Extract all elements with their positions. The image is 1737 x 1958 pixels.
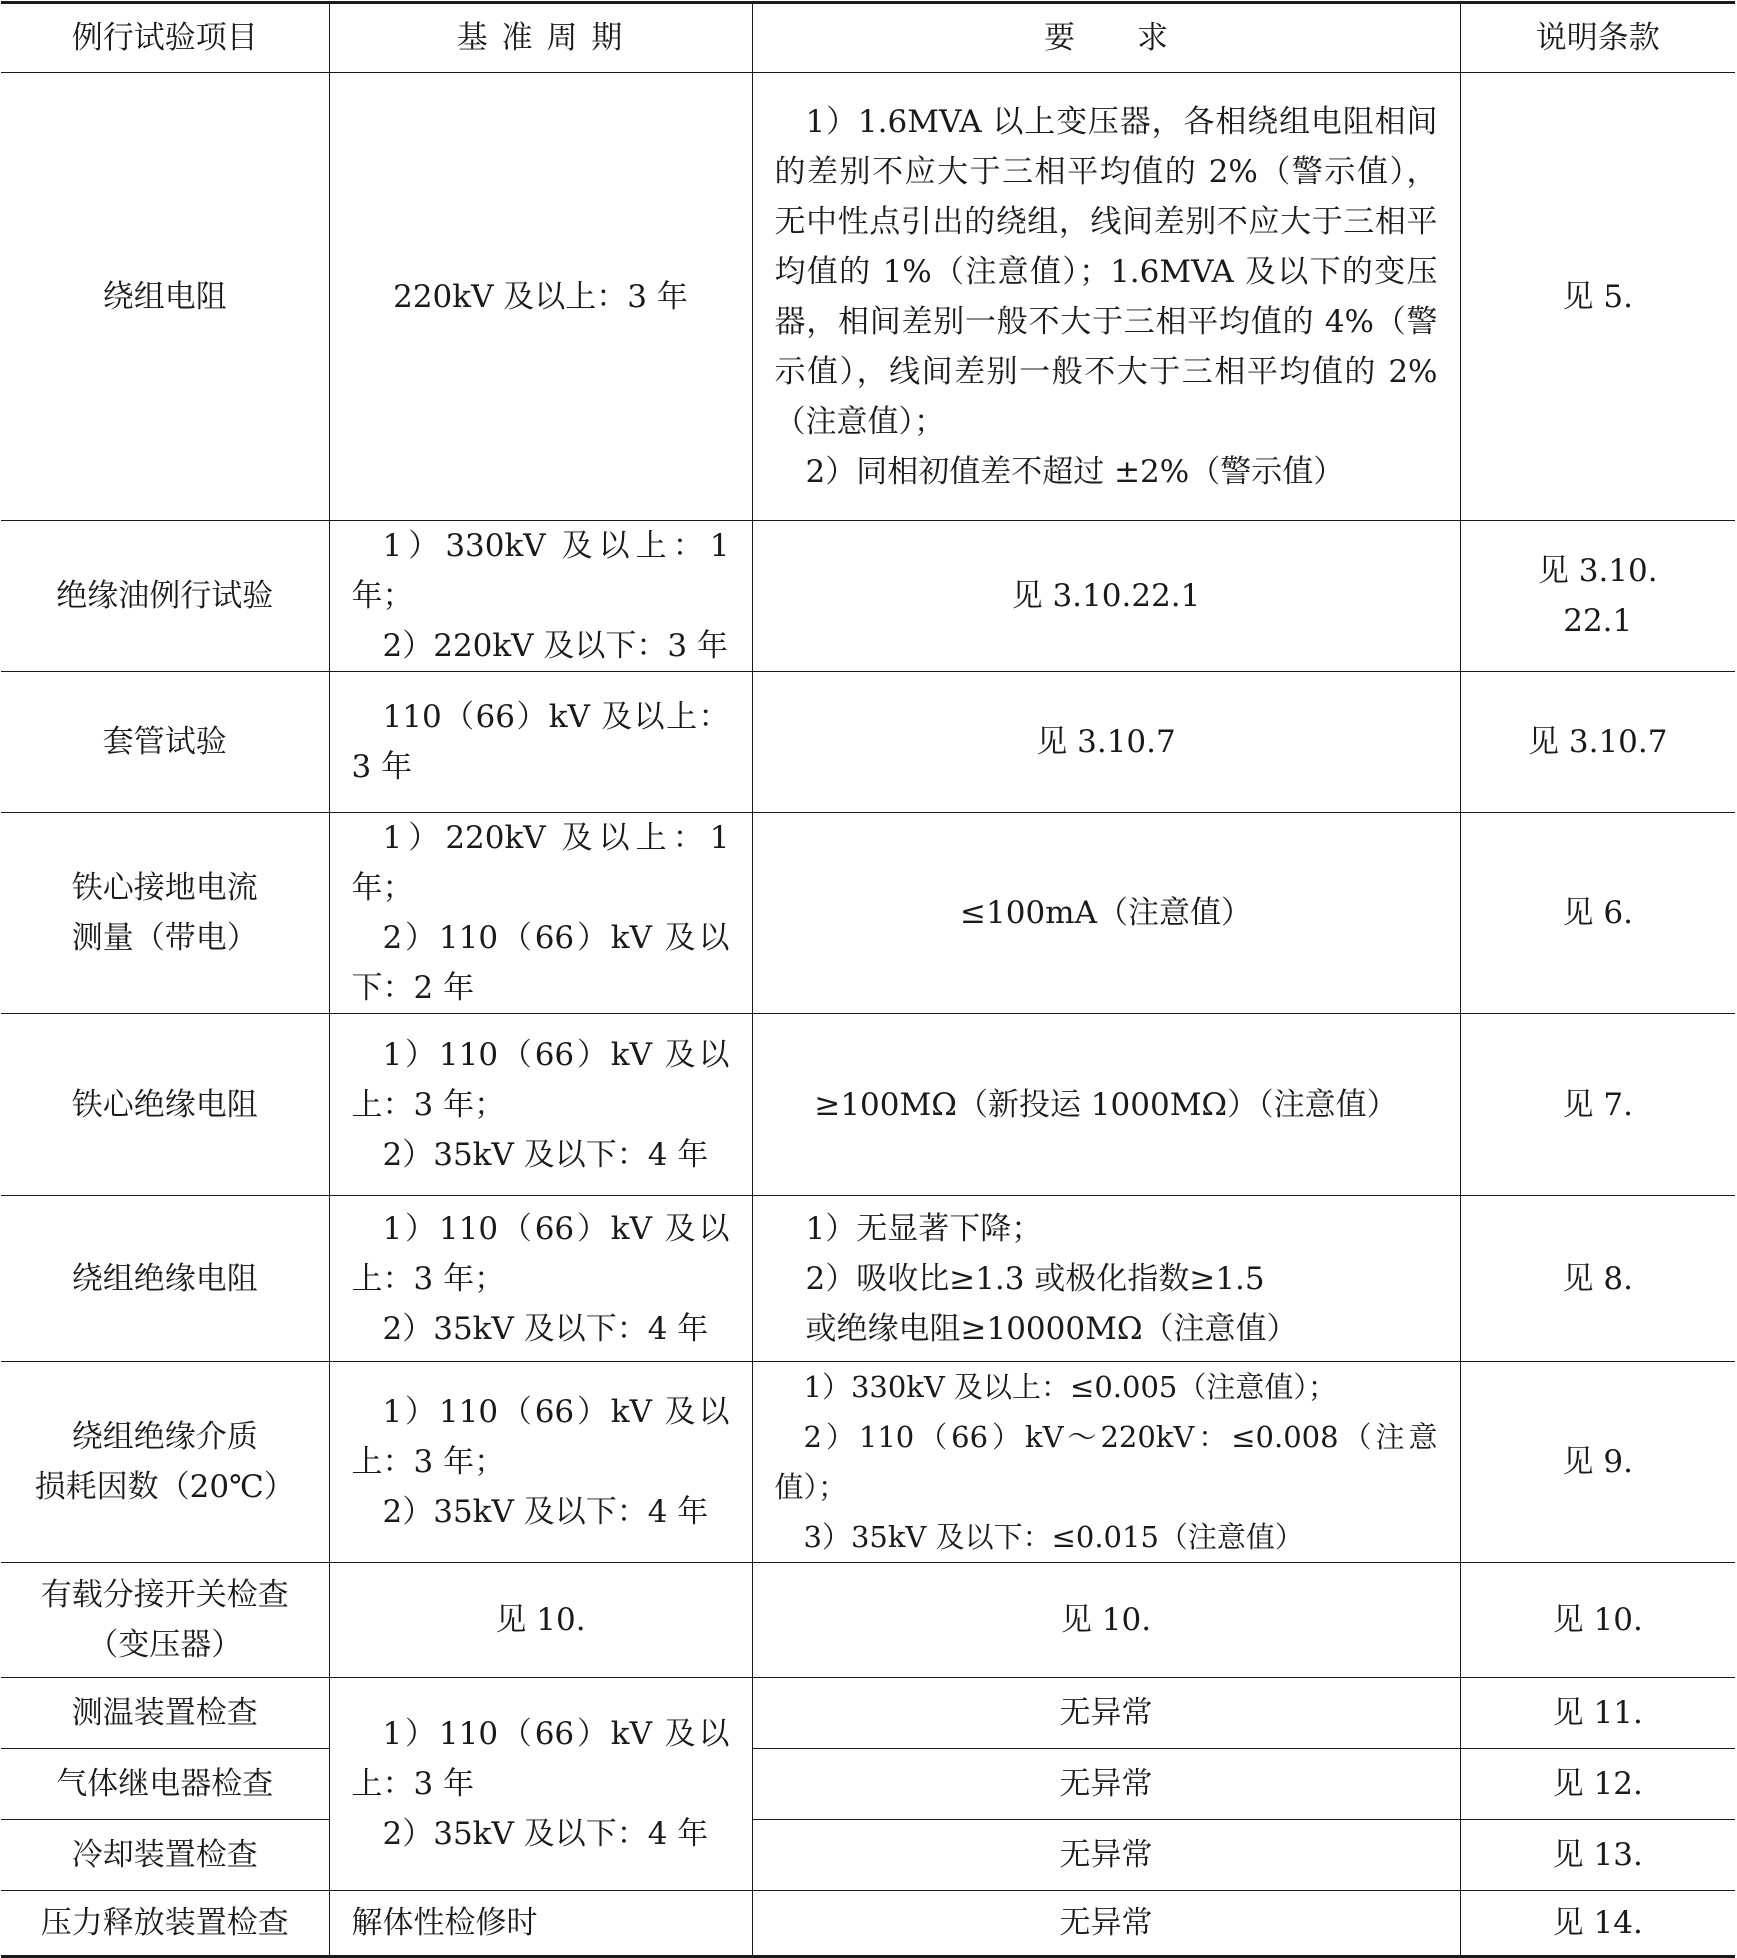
routine-test-table — [1, 1, 1735, 1958]
row-item: 绝缘油例行试验 — [1, 521, 329, 672]
clause-line: 见 11. — [1552, 1695, 1643, 1731]
row-period — [329, 1014, 752, 1196]
item-line: 测量（带电） — [71, 920, 258, 956]
row-item — [1, 1563, 329, 1678]
table-row — [1, 672, 1735, 813]
item-line: 绕组绝缘介质 — [71, 1419, 258, 1455]
row-clause — [1460, 1362, 1735, 1563]
period-line: 1）110（66）kV 及以上：3 年 — [351, 1716, 730, 1802]
row-clause — [1460, 521, 1735, 672]
row-requirement — [752, 73, 1460, 521]
row-period — [329, 813, 752, 1014]
row-clause — [1460, 1014, 1735, 1196]
period-line: 1）330kV 及以上：1 年； — [351, 528, 730, 614]
row-period — [329, 521, 752, 672]
clause-line: 见 3.10. — [1537, 553, 1658, 589]
row-period — [329, 672, 752, 813]
table-row — [1, 521, 1735, 672]
row-requirement — [752, 1563, 1460, 1678]
row-item: 冷却装置检查 — [1, 1820, 329, 1891]
row-item — [1, 1362, 329, 1563]
row-clause — [1460, 813, 1735, 1014]
table-row — [1, 1891, 1735, 1957]
requirement-line: 见 3.10.7 — [1036, 724, 1176, 760]
clause-line: 见 13. — [1552, 1837, 1643, 1873]
row-period — [329, 1891, 752, 1957]
row-clause — [1460, 73, 1735, 521]
header-item: 例行试验项目 — [1, 3, 329, 73]
table-row — [1, 1362, 1735, 1563]
requirement-line: 见 3.10.22.1 — [1011, 578, 1201, 614]
clause-line: 见 14. — [1552, 1905, 1643, 1941]
table-header-row — [1, 3, 1735, 73]
item-line: 铁心接地电流 — [71, 870, 258, 906]
period-line: 2）35kV 及以下：4 年 — [382, 1494, 709, 1530]
item-line: 有载分接开关检查 — [40, 1577, 289, 1613]
period-line: 1）110（66）kV 及以上：3 年； — [351, 1210, 730, 1297]
header-requirement: 要 求 — [752, 3, 1460, 73]
period-line: 解体性检修时 — [351, 1905, 538, 1941]
row-requirement — [752, 1678, 1460, 1749]
clause-line: 22.1 — [1563, 603, 1633, 639]
requirement-line: ≥100MΩ（新投运 1000MΩ）（注意值） — [814, 1086, 1398, 1123]
row-requirement — [752, 1014, 1460, 1196]
requirement-line: 3）35kV 及以下：≤0.015（注意值） — [803, 1520, 1304, 1554]
row-item: 套管试验 — [1, 672, 329, 813]
clause-line: 见 12. — [1552, 1766, 1643, 1802]
clause-line: 见 6. — [1562, 895, 1633, 931]
row-period — [329, 1196, 752, 1362]
table-row — [1, 1563, 1735, 1678]
requirement-line: 无异常 — [1059, 1905, 1153, 1941]
row-clause — [1460, 1563, 1735, 1678]
row-requirement — [752, 813, 1460, 1014]
requirement-line: 见 10. — [1060, 1602, 1152, 1638]
table-row — [1, 73, 1735, 521]
clause-line: 见 9. — [1562, 1444, 1633, 1480]
clause-line: 见 8. — [1562, 1260, 1633, 1297]
header-clause: 说明条款 — [1460, 3, 1735, 73]
period-line: 见 10. — [495, 1602, 586, 1638]
row-requirement — [752, 1749, 1460, 1820]
requirement-line: 1）330kV 及以上：≤0.005（注意值）； — [803, 1370, 1337, 1404]
row-clause — [1460, 1891, 1735, 1957]
clause-line: 见 10. — [1552, 1602, 1643, 1638]
clause-line: 见 5. — [1562, 278, 1633, 315]
row-period — [329, 1362, 752, 1563]
item-line: 损耗因数（20℃） — [34, 1469, 295, 1505]
row-item — [1, 813, 329, 1014]
table-row — [1, 1678, 1735, 1749]
period-line: 1）110（66）kV 及以上：3 年； — [351, 1036, 730, 1123]
requirement-line: ≤100mA（注意值） — [960, 895, 1252, 931]
row-requirement — [752, 672, 1460, 813]
clause-line: 见 7. — [1562, 1086, 1633, 1123]
period-line: 220kV 及以上：3 年 — [393, 278, 688, 315]
requirement-line: 或绝缘电阻≥10000MΩ（注意值） — [805, 1310, 1298, 1347]
row-clause — [1460, 1678, 1735, 1749]
row-item: 铁心绝缘电阻 — [1, 1014, 329, 1196]
period-line: 2）35kV 及以下：4 年 — [382, 1816, 709, 1852]
clause-line: 见 3.10.7 — [1528, 724, 1668, 760]
period-line: 2）220kV 及以下：3 年 — [382, 628, 728, 664]
requirement-line: 1）1.6MVA 以上变压器，各相绕组电阻相间的差别不应大于三相平均值的 2%（警示值），无中性点引出的绕组，线间差别不应大于三相平均值的 1%（注意值）；1.6MVA 及以下的变压器，相间差别一般不大于三相平均值的 4%（警示值），线间差别一般不大于三相平均值的 2%（注意值）； — [774, 103, 1438, 440]
row-clause — [1460, 1749, 1735, 1820]
row-item: 绕组电阻 — [1, 73, 329, 521]
period-line: 1）220kV 及以上：1 年； — [351, 820, 730, 906]
row-clause — [1460, 672, 1735, 813]
shared-period — [329, 1678, 752, 1891]
header-period: 基 准 周 期 — [329, 3, 752, 73]
requirement-line: 2）吸收比≥1.3 或极化指数≥1.5 — [805, 1260, 1265, 1297]
row-requirement — [752, 1820, 1460, 1891]
row-clause — [1460, 1196, 1735, 1362]
row-item: 气体继电器检查 — [1, 1749, 329, 1820]
requirement-line: 2）同相初值差不超过 ±2%（警示值） — [805, 453, 1345, 490]
period-line: 110（66）kV 及以上：3 年 — [351, 699, 730, 785]
row-requirement — [752, 1196, 1460, 1362]
row-clause — [1460, 1820, 1735, 1891]
requirement-line: 无异常 — [1059, 1766, 1153, 1802]
requirement-line: 无异常 — [1059, 1695, 1153, 1731]
row-item: 测温装置检查 — [1, 1678, 329, 1749]
row-period — [329, 73, 752, 521]
row-requirement — [752, 1891, 1460, 1957]
row-item: 压力释放装置检查 — [1, 1891, 329, 1957]
table-row — [1, 1749, 1735, 1820]
row-item: 绕组绝缘电阻 — [1, 1196, 329, 1362]
period-line: 2）110（66）kV 及以下：2 年 — [351, 920, 730, 1006]
row-period — [329, 1563, 752, 1678]
table-row — [1, 1820, 1735, 1891]
table-row — [1, 1014, 1735, 1196]
requirement-line: 1）无显著下降； — [805, 1210, 1043, 1247]
row-requirement — [752, 1362, 1460, 1563]
period-line: 1）110（66）kV 及以上：3 年； — [351, 1394, 730, 1480]
item-line: （变压器） — [87, 1627, 243, 1663]
table-row — [1, 1196, 1735, 1362]
period-line: 2）35kV 及以下：4 年 — [382, 1136, 709, 1173]
requirement-line: 无异常 — [1059, 1837, 1153, 1873]
period-line: 2）35kV 及以下：4 年 — [382, 1310, 709, 1347]
row-requirement — [752, 521, 1460, 672]
table-row — [1, 813, 1735, 1014]
requirement-line: 2）110（66）kV～220kV：≤0.008（注意值）； — [774, 1420, 1438, 1504]
